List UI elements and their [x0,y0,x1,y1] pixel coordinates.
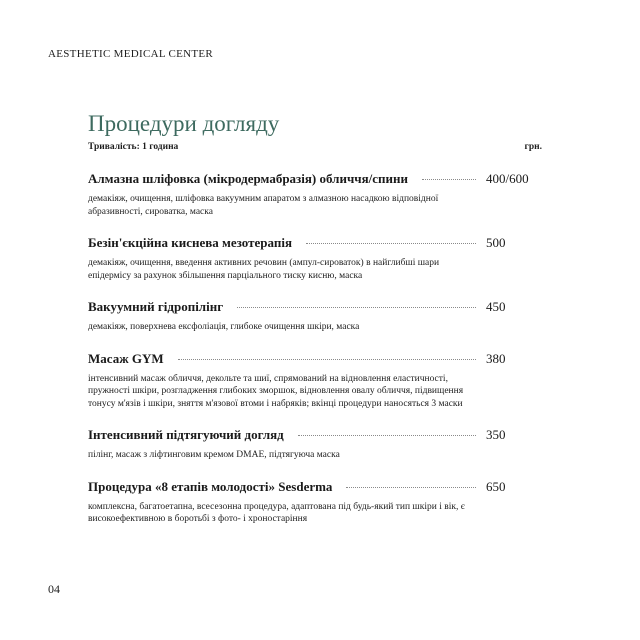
section-subheader [88,142,542,152]
service-header [88,171,542,189]
service-header [88,299,542,317]
service-description: комплексна, багатоетапна, всесезонна процедура, адаптована під будь-який тип шкіри і вік, є високоефективною в боротьбі з фото- і хроностаріння [88,501,465,524]
service-price: 500 [486,235,506,250]
service-description: інтенсивний масаж обличчя, декольте та шиї, спрямований на відновлення еластичності, пружності шкіри, розгладження глибоких зморшок, відновлення овалу обличчя, підвищення тонусу м'язів і шкіри, зняття м'язової втоми і набряків; вкінці процедури наносяться 3 маски [88,373,464,409]
service-header [88,351,542,369]
service-description: пілінг, масаж з ліфтинговим кремом DMAE, підтягуюча маска [88,450,340,460]
service-name: Алмазна шліфовка (мікродермабразія) обличчя/спини [88,171,408,186]
service-price: 380 [486,350,506,366]
service-description: демакіяж, очищення, шліфовка вакуумним апаратом з алмазною насадкою відповідної абразивності, сироватка, маска [88,194,439,217]
service-item [88,479,542,526]
service-price: 400/600 [486,171,529,186]
dotted-leader [346,487,476,488]
dotted-leader [306,243,476,244]
dotted-leader [422,179,476,180]
service-item [88,351,542,411]
service-price: 650 [486,478,506,494]
service-item [88,235,542,282]
currency-label: грн. [524,142,542,152]
service-item [88,171,542,218]
service-description: демакіяж, очищення, введення активних речовин (ампул-сироваток) в найглибші шари епідермісу за рахунок збільшення парціального тиску кисню, маска [88,258,440,281]
service-item [88,299,542,334]
service-name: Безін'єкційна киснева мезотерапія [88,235,292,250]
service-name: Процедура «8 етапів молодості» Sesderma [88,478,333,494]
duration-label: Тривалість: 1 година [88,142,179,152]
page-number: 04 [48,582,60,596]
service-header [88,479,542,497]
service-name: Масаж GYM [88,350,164,366]
service-header [88,427,542,445]
service-name: Вакуумний гідропілінг [88,299,224,314]
service-header [88,235,542,253]
dotted-leader [298,435,476,436]
brand-name: AESTHETIC MEDICAL CENTER [48,48,214,60]
services-list [88,171,542,543]
service-name: Інтенсивний підтягуючий догляд [88,427,284,442]
service-price: 450 [486,299,506,314]
service-price: 350 [486,427,506,442]
service-item [88,427,542,462]
dotted-leader [237,307,476,308]
service-description: демакіяж, поверхнева ексфоліація, глибоке очищення шкіри, маска [88,322,360,332]
section-title: Процедури догляду [88,111,280,136]
dotted-leader [178,359,476,360]
